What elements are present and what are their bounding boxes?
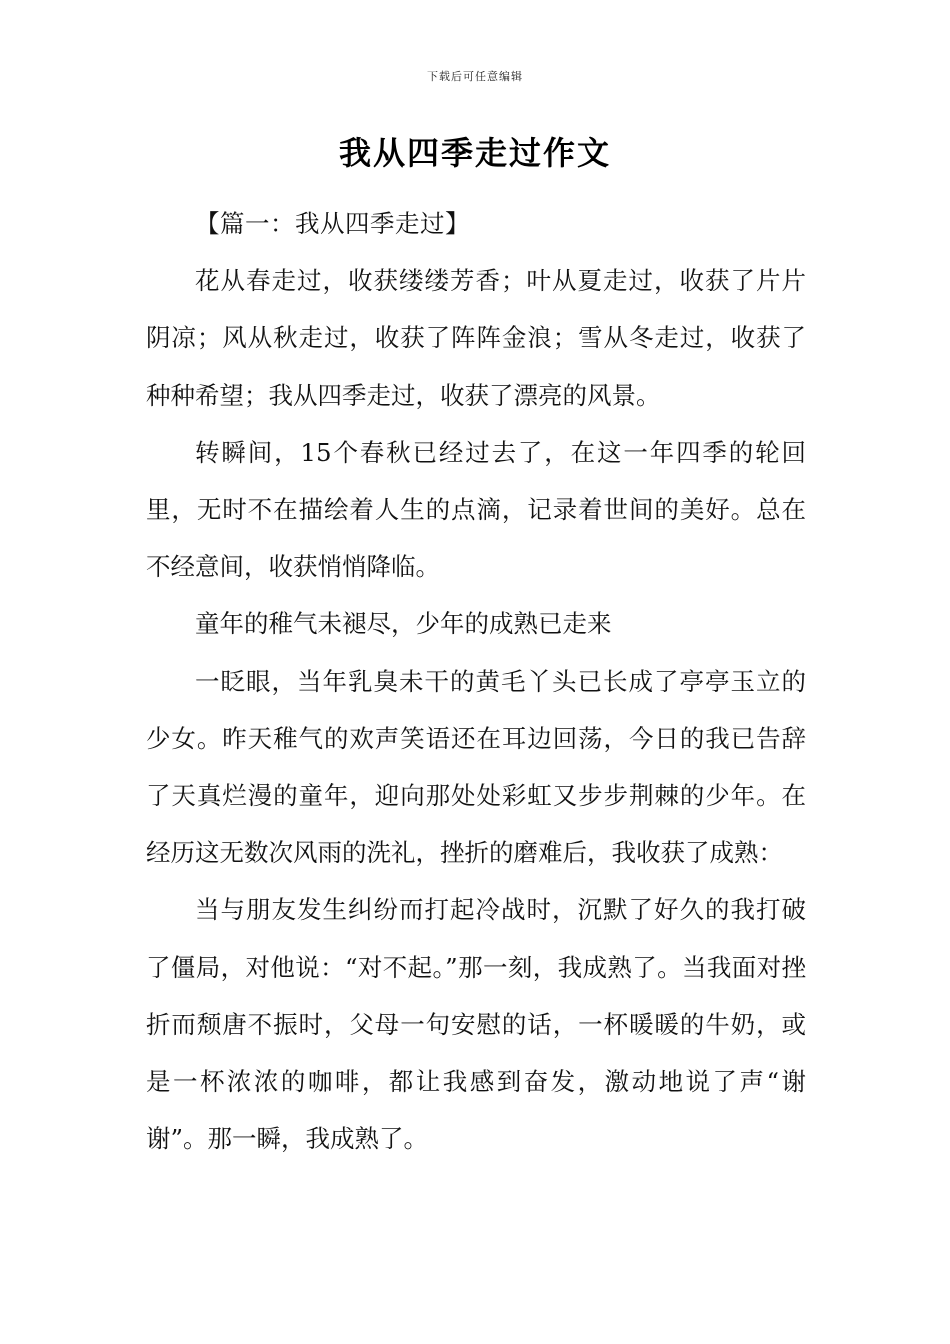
paragraph-2: 转瞬间，15个春秋已经过去了，在这一年四季的轮回里，无时不在描绘着人生的点滴，记录着世间的美好。总在不经意间，收获悄悄降临。 [146, 437, 806, 582]
article-body [146, 195, 806, 1167]
paragraph-1: 花从春走过，收获缕缕芳香；叶从夏走过，收获了片片阴凉；风从秋走过，收获了阵阵金浪；雪从冬走过，收获了种种希望；我从四季走过，收获了漂亮的风景。 [146, 266, 806, 410]
paragraph-3: 童年的稚气未褪尽，少年的成熟已走来 [195, 609, 612, 639]
section-heading: 【篇一：我从四季走过】 [195, 209, 470, 238]
header-note: 下载后可任意编辑 [427, 70, 523, 83]
paragraph-4: 一眨眼，当年乳臭未干的黄毛丫头已长成了亭亭玉立的少女。昨天稚气的欢声笑语还在耳边回荡，今日的我已告辞了天真烂漫的童年，迎向那处处彩虹又步步荆棘的少年。在经历这无数次风雨的洗礼，挫折的磨难后，我收获了成熟： [146, 666, 806, 868]
page-title: 我从四季走过作文 [338, 134, 611, 172]
paragraph-5: 当与朋友发生纠纷而打起冷战时，沉默了好久的我打破了僵局，对他说：“对不起。”那一刻，我成熟了。当我面对挫折而颓唐不振时，父母一句安慰的话，一杯暖暖的牛奶，或是一杯浓浓的咖啡，都让我感到奋发，激动地说了声“谢谢”。那一瞬，我成熟了。 [146, 895, 806, 1154]
